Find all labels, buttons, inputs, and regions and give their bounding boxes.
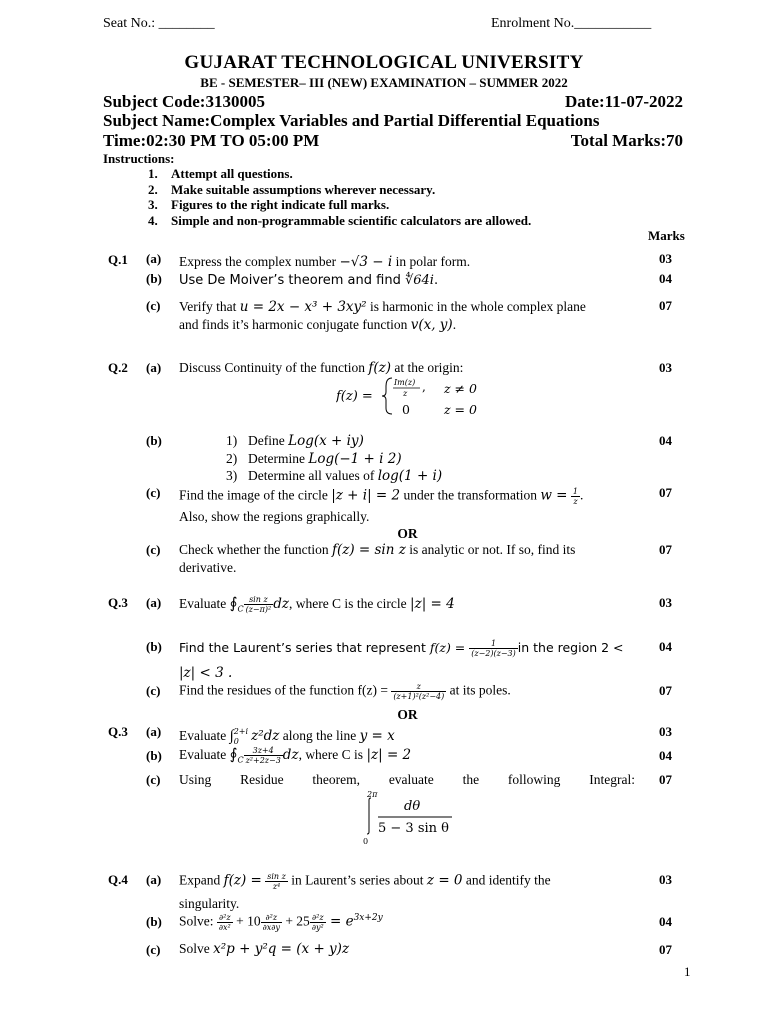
instruction-item: 3. Figures to the right indicate full marks. [148,197,390,212]
q4c-text: Solve x²p + y²q = (x + y)z [179,941,350,957]
subject-code: Subject Code:3130005 [103,92,265,111]
case1-denominator: z [403,389,408,398]
q2b-item-1: 1) Define Log(x + iy) [226,433,364,449]
integral-numerator: dθ [404,799,421,814]
instruction-item: 1. Attempt all questions. [148,166,293,181]
total-marks: Total Marks:70 [570,131,683,150]
marks-value: 03 [659,724,672,739]
part-label: (b) [146,748,162,763]
case2-value: 0 [402,402,410,417]
q2a-text: Discuss Continuity of the function f(z) at the origin: [179,360,464,376]
integral-lower-limit: 0 [363,837,369,846]
marks-value: 03 [659,360,672,375]
fraction: $\frac{1}{z}$ [572,487,578,506]
question-label: Q.3 [108,724,128,739]
q3a-text: Evaluate $∮_C$ $\frac{\text{sin z}}{\text{(z−π)²}}$ dz, where C is the circle |z| = 4 [179,595,455,615]
marks-value: 04 [659,639,672,654]
q3alt-b-text: Evaluate $∮_C$ $\frac{3z+4}{\text{z²+2z−3}}$ dz, where C is |z| = 2 [179,746,412,766]
part-label: (a) [146,595,162,610]
q3alt-a-text: Evaluate ∫ 2+i 0 z²dz along the line y = x [179,727,395,746]
part-label: (b) [146,639,162,654]
q4a-text-line2: singularity. [179,896,240,911]
q3b-text-line2: |z| < 3 . [179,665,233,681]
question-label: Q.4 [108,872,128,887]
marks-header: Marks [648,228,685,243]
marks-value: 04 [659,271,672,286]
subject-row [103,92,683,112]
subject-name-row [103,111,683,131]
integral-symbol: ∫ [229,728,234,745]
part-label: (b) [146,914,162,929]
q2b-item-2: 2) Determine Log(−1 + i 2) [226,451,402,467]
left-brace [382,378,392,414]
instruction-item: 4. Simple and non-programmable scientific calculators are allowed. [148,212,532,228]
q4a-text: Expand f(z) = $\frac{\text{sin z}}{\text{z⁴}}$ in Laurent’s series about z = 0 and identify the [179,872,551,891]
q2c-text: Find the image of the circle |z + i| = 2 under the transformation w = $\frac{1}{z}$ . [179,487,584,506]
q3b-text: Find the Laurent’s series that represent f(z) = $\frac{1}{(z-2)(z-3)}$ in the region 2 < [179,639,624,658]
marks-value: 07 [659,683,672,698]
q2c-alt-text-line2: derivative. [179,560,237,575]
q2c-alt-text: Check whether the function f(z) = sin z is analytic or not. If so, find its [179,542,576,558]
fraction: $\frac{1}{(z-2)(z-3)}$ [471,639,516,658]
fraction: $\frac{\text{∂²z}}{\partial x\partial y}$ [262,913,280,932]
marks-value: 04 [659,433,672,448]
fraction: $\frac{\text{sin z}}{\text{z⁴}}$ [267,872,286,891]
part-label: (c) [146,542,161,557]
subject-name: Subject Name:Complex Variables and Partial Differential Equations [103,111,600,130]
part-label: (a) [146,360,162,375]
marks-value: 07 [659,772,672,787]
page-number: 1 [684,964,691,979]
exam-time: Time:02:30 PM TO 05:00 PM [103,131,320,150]
question-label: Q.2 [108,360,128,375]
fraction: $\frac{z}{\text{(z+1)²(z²−4)}}$ [393,682,445,701]
case2-condition: z = 0 [444,402,477,417]
piecewise-svg [336,374,486,418]
fraction: $\frac{\text{sin z}}{\text{(z−π)²}}$ [245,595,272,615]
time-row [103,131,683,151]
fraction: $\frac{\text{∂²z}}{\text{∂x²}}$ [218,913,231,932]
part-label: (c) [146,772,161,787]
part-label: (a) [146,251,162,266]
university-title: GUJARAT TECHNOLOGICAL UNIVERSITY [184,52,584,73]
contour-integral-symbol: ∮ [229,747,238,763]
fraction: $\frac{\text{∂²z}}{\text{∂y²}}$ [311,913,324,932]
contour-integral-symbol: ∮ [229,596,238,612]
question-label: Q.3 [108,595,128,610]
marks-value: 04 [659,748,672,763]
marks-value: 07 [659,298,672,313]
part-label: (c) [146,942,161,957]
exam-date: Date:11-07-2022 [564,92,683,111]
integral-sign [367,798,371,834]
instructions-list [148,166,531,228]
marks-value: 07 [659,485,672,500]
q1c-text: Verify that u = 2x − x³ + 3xy² is harmonic in the whole complex plane [179,299,586,315]
marks-value: 07 [659,942,672,957]
or-separator: OR [397,707,418,722]
part-label: (a) [146,724,162,739]
q1b-text: Use De Moiver’s theorem and find ∜64i. [179,273,439,288]
marks-value: 03 [659,872,672,887]
part-label: (c) [146,485,161,500]
q2b-item-3: 3) Determine all values of log(1 + i) [226,468,443,484]
definite-integral [360,790,470,846]
q1c-text-line2: and finds it’s harmonic conjugate function v(x, y). [179,317,457,333]
q3c-text: Find the residues of the function f(z) = $\frac{z}{\text{(z+1)²(z²−4)}}$ at its poles. [179,682,511,701]
integral-denominator: 5 − 3 sin θ [378,821,449,836]
exam-title: BE - SEMESTER– III (NEW) EXAMINATION – SUMMER 2022 [200,75,568,90]
marks-value: 03 [659,595,672,610]
comma: , [422,380,426,394]
q1a-text: Express the complex number −√3 − i in polar form. [179,254,471,270]
case1-condition: z ≠ 0 [444,381,477,396]
or-separator: OR [397,526,418,541]
q4b-text: Solve: $\frac{\text{∂²z}}{\text{∂x²}}$ + 10 $\frac{\text{∂²z}}{\partial x\partial y}$ + 25 $\frac{\text{∂²z}}{\text{∂y²}}$ = $e^{3x+2y}$ [179,913,383,932]
part-label: (c) [146,683,161,698]
q2c-text-line2: Also, show the regions graphically. [179,509,370,524]
question-label: Q.1 [108,252,128,267]
marks-value: 03 [659,251,672,266]
seat-no: Seat No.: ________ [103,16,215,31]
q3alt-c-text: Using Residue theorem, evaluate the following Integral: [179,772,635,787]
fraction: $\frac{3z+4}{\text{z²+2z−3}}$ [245,746,281,766]
part-label: (c) [146,298,161,313]
part-label: (b) [146,433,162,448]
part-label: (b) [146,271,162,286]
case1-numerator: Im(z) [394,378,416,387]
marks-value: 04 [659,914,672,929]
marks-value: 07 [659,542,672,557]
part-label: (a) [146,872,162,887]
instructions-title: Instructions: [103,151,175,166]
piecewise-lhs: f(z) = [336,389,373,404]
instruction-item: 2. Make suitable assumptions wherever necessary. [148,181,436,197]
enrolment-no: Enrolment No.___________ [491,16,652,31]
integral-upper-limit: 2π [367,790,378,799]
